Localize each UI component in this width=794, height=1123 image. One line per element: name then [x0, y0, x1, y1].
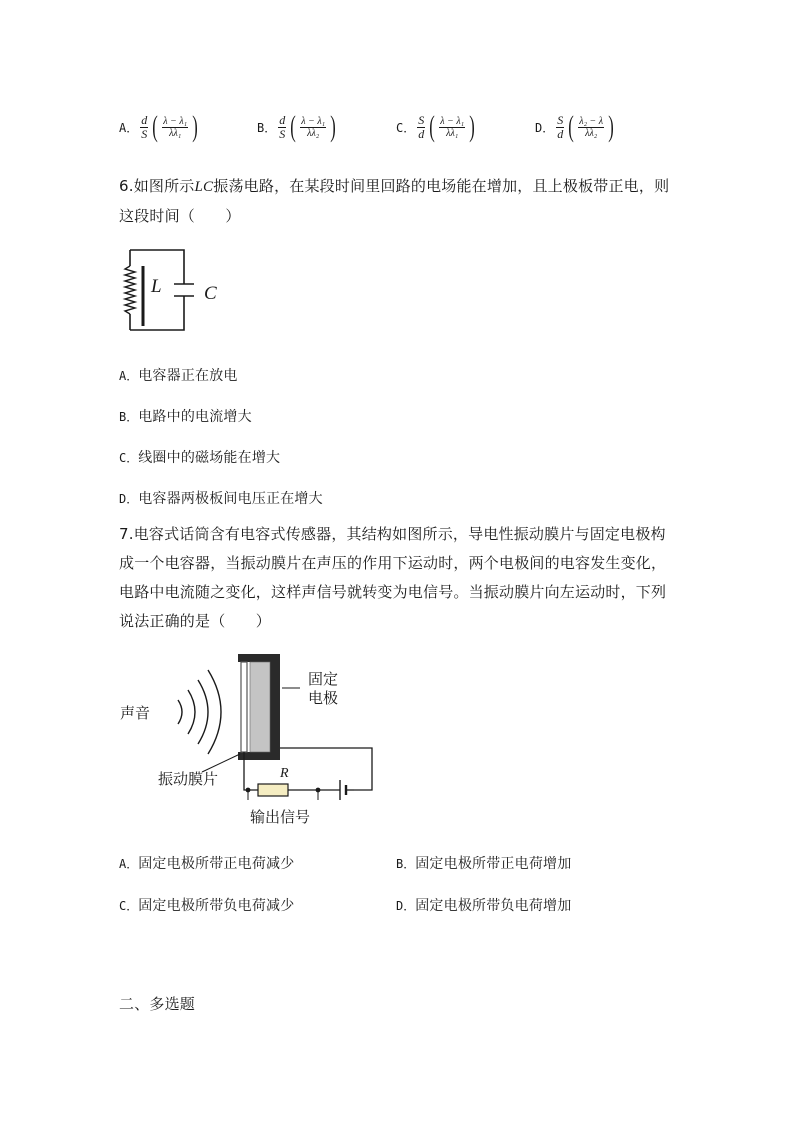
fixed-electrode-body — [250, 662, 270, 752]
coef-denominator: d — [418, 126, 425, 141]
stem-suffix: 振荡电路，在某段时间里回路的电场能在增加，且上极板带正电，则 — [213, 177, 670, 195]
inner-denominator: λλ₂ — [307, 127, 320, 139]
output-signal-label: 输出信号 — [250, 809, 311, 826]
coef-denominator: d — [557, 126, 564, 141]
option-label: A． — [119, 120, 139, 135]
sound-label: 声音 — [120, 705, 151, 722]
q6-option-b — [119, 403, 252, 432]
q7-stem-line: 成一个电容器，当振动膜片在声压的作用下运动时，两个电极间的电容发生变化， — [119, 554, 667, 572]
option-text: 电容器两极板间电压正在增大 — [138, 491, 323, 507]
q6-stem-line1 — [119, 172, 699, 202]
q7-option-b — [396, 850, 571, 879]
option-label: B． — [119, 410, 139, 424]
option-text: 固定电极所带正电荷减少 — [138, 856, 295, 872]
q5-option-b: B． $\frac{d}{S}$ ( $\frac{\text{λ − λ₁}}{\text{λλ₂}}$ ) — [257, 110, 336, 143]
coef-numerator: d — [141, 112, 148, 127]
q7-option-d — [396, 892, 571, 921]
q7-stem-line: 7.电容式话筒含有电容式传感器，其结构如图所示，导电性振动膜片与固定电极构 — [119, 525, 666, 543]
resistor-label: R — [280, 766, 289, 781]
q6-stem-line2: 这段时间（ ） — [119, 207, 241, 225]
sound-wave-icon — [208, 670, 221, 754]
inductor-coil — [125, 266, 135, 314]
option-text: 电路中的电流增大 — [138, 409, 252, 425]
inner-numerator: λ₂ − λ — [579, 115, 604, 127]
option-label: D． — [396, 899, 416, 913]
q7-option-a — [119, 850, 294, 879]
fixed-electrode-label-line2: 电极 — [308, 690, 339, 707]
option-text: 固定电极所带正电荷增加 — [415, 856, 572, 872]
q7-stem — [119, 520, 699, 636]
stem-prefix: 6.如图所示 — [119, 177, 195, 195]
inner-numerator: λ − λ₁ — [440, 115, 465, 127]
coef-numerator: S — [418, 112, 425, 127]
option-label: D． — [535, 120, 555, 135]
option-text: 固定电极所带负电荷增加 — [415, 898, 572, 914]
q6-option-a — [119, 362, 238, 391]
option-text: 固定电极所带负电荷减少 — [138, 898, 295, 914]
q5-option-d: D． $\frac{S}{d}$ ( $\frac{\text{λ₂ − λ}}{\text{λλ₂}}$ ) — [535, 110, 614, 143]
q7-option-c — [119, 892, 294, 921]
option-label: A． — [119, 857, 139, 871]
option-label: C． — [119, 899, 139, 913]
diaphragm-label: 振动膜片 — [158, 771, 219, 788]
capacitor-label: C — [204, 283, 217, 304]
q7-stem-line: 说法正确的是（ ） — [119, 612, 272, 630]
coef-denominator: S — [141, 126, 148, 141]
q7-stem-line: 电路中电流随之变化，这样声信号就转变为电信号。当振动膜片向左运动时，下列 — [119, 583, 667, 601]
option-label: C． — [396, 120, 416, 135]
q6-option-c — [119, 444, 280, 473]
q6-stem — [119, 172, 699, 231]
lc-circuit-diagram — [118, 244, 228, 336]
sound-wave-icon — [188, 690, 195, 734]
q5-option-a: A． $\frac{d}{S}$ ( $\frac{\text{λ − λ₁}}{\text{λλ₁}}$ ) — [119, 110, 198, 143]
inner-denominator: λλ₁ — [169, 127, 182, 139]
section-title: 二、多选题 — [119, 995, 196, 1013]
sound-wave-icon — [198, 680, 208, 744]
option-text: 线圈中的磁场能在增大 — [138, 450, 281, 466]
option-label: B． — [257, 120, 277, 135]
coef-denominator: S — [279, 126, 286, 141]
sound-wave-icon — [178, 700, 182, 724]
vibrating-diaphragm — [241, 662, 247, 752]
inner-numerator: λ − λ₁ — [301, 115, 326, 127]
option-label: D． — [119, 492, 139, 506]
resistor-symbol — [258, 784, 288, 796]
inner-denominator: λλ₂ — [585, 127, 598, 139]
inductor-label: L — [151, 276, 162, 297]
q5-option-c: C． $\frac{S}{d}$ ( $\frac{\text{λ − λ₁}}{\text{λλ₁}}$ ) — [396, 110, 475, 143]
option-label: B． — [396, 857, 416, 871]
option-text: 电容器正在放电 — [138, 368, 238, 384]
inner-denominator: λλ₁ — [446, 127, 459, 139]
option-label: C． — [119, 451, 139, 465]
coef-numerator: d — [279, 112, 286, 127]
q6-option-d — [119, 485, 323, 514]
option-label: A． — [119, 369, 139, 383]
fixed-electrode-label-line1: 固定 — [308, 671, 339, 688]
lc-symbol: LC — [194, 179, 214, 195]
coef-numerator: S — [557, 112, 564, 127]
inner-numerator: λ − λ₁ — [163, 115, 188, 127]
condenser-microphone-diagram — [110, 650, 390, 830]
